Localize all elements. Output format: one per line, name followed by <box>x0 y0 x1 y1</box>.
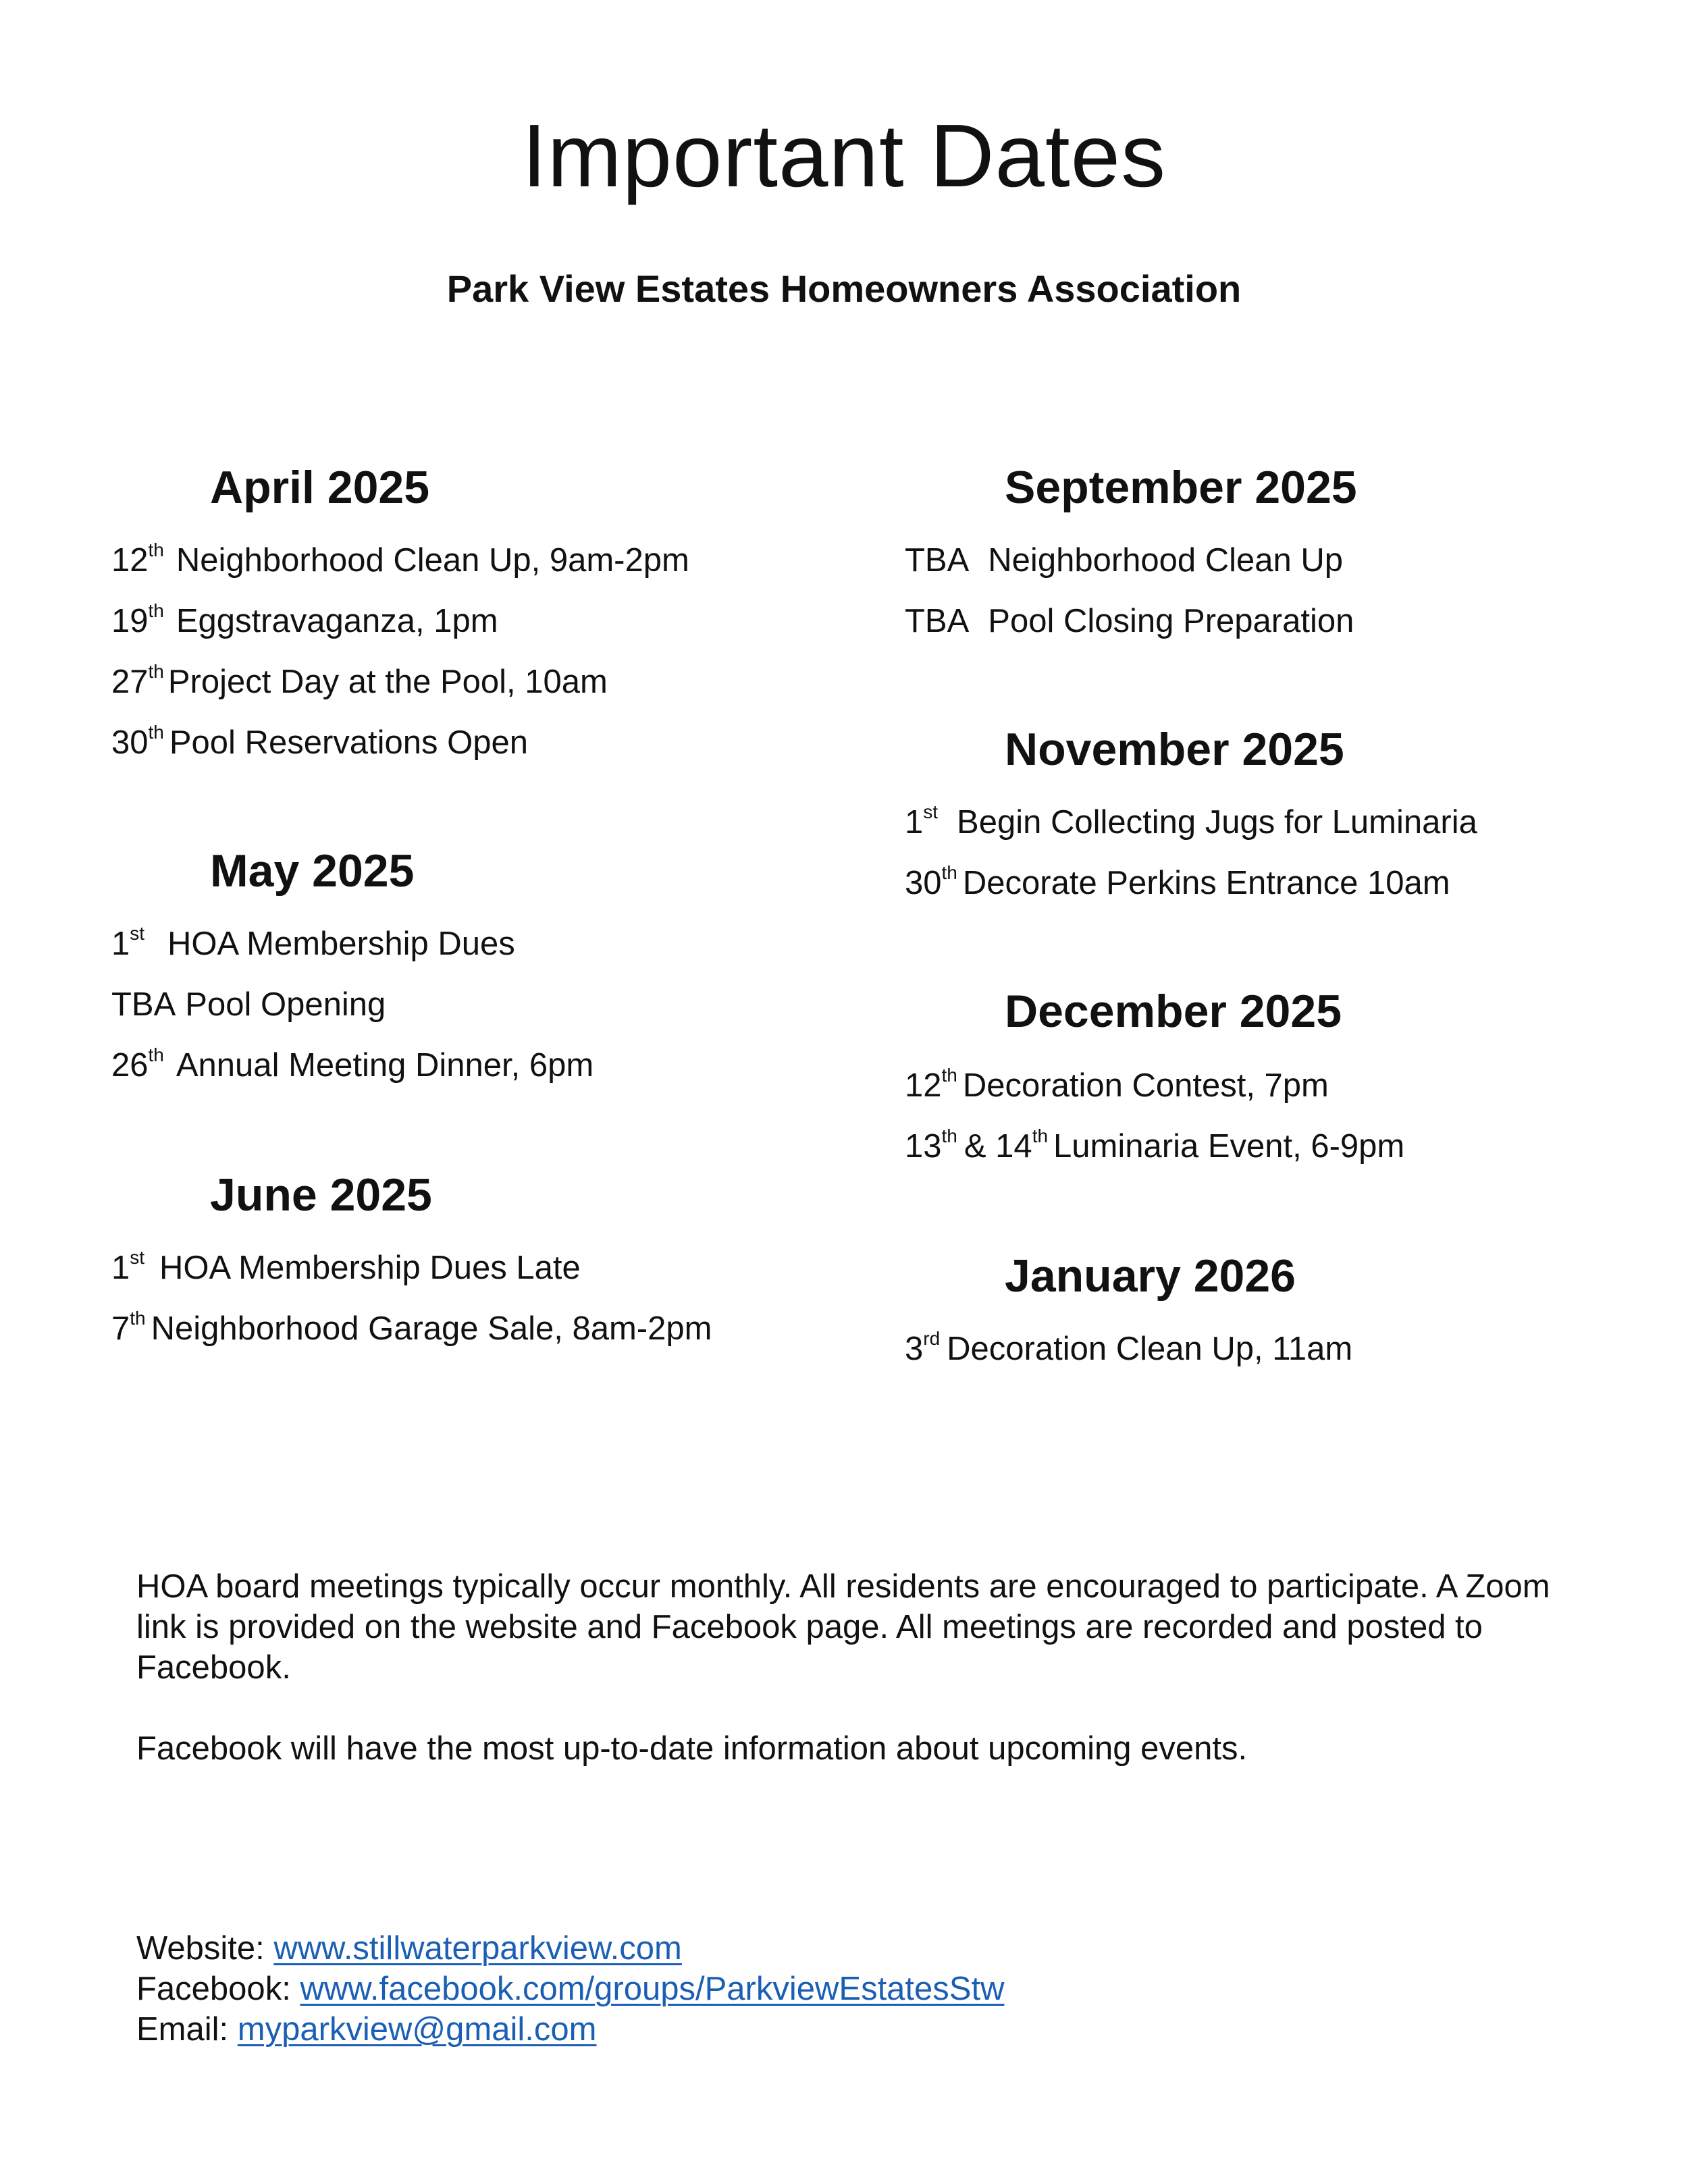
event-day-suffix: th <box>148 600 164 621</box>
event-day: 12 <box>111 542 149 579</box>
website-link[interactable]: www.stillwaterparkview.com <box>273 1930 682 1967</box>
event-text: Neighborhood Clean Up, 9am-2pm <box>176 542 689 579</box>
event-item <box>111 722 529 761</box>
event-item <box>111 1308 712 1347</box>
event-text: Eggstravaganza, 1pm <box>176 603 498 639</box>
organization-name: Park View Estates Homeowners Association <box>446 267 1242 310</box>
event-text: HOA Membership Dues Late <box>159 1250 581 1286</box>
event-day-suffix: th <box>130 1308 146 1329</box>
event-text: Neighborhood Garage Sale, 8am-2pm <box>151 1310 712 1347</box>
event-item <box>111 923 515 962</box>
event-item <box>905 801 1477 841</box>
email-link[interactable]: myparkview@gmail.com <box>237 2011 597 2048</box>
event-text: Luminaria Event, 6-9pm <box>1053 1128 1405 1165</box>
event-day-suffix: th <box>148 1044 164 1065</box>
website-label: Website: <box>136 1930 265 1967</box>
event-item <box>905 862 1450 901</box>
event-day: 27 <box>111 664 149 700</box>
event-text: Decoration Contest, 7pm <box>962 1067 1329 1104</box>
event-day-suffix: rd <box>923 1328 941 1349</box>
event-text: Decoration Clean Up, 11am <box>947 1331 1353 1367</box>
event-day-suffix: th <box>941 862 957 883</box>
event-item <box>905 605 1354 638</box>
event-day: TBA <box>111 986 176 1023</box>
event-day: 30 <box>905 865 942 901</box>
event-text: Decorate Perkins Entrance 10am <box>962 865 1450 901</box>
month-heading-september-2025: September 2025 <box>1005 462 1357 513</box>
event-day: 1 <box>111 1250 130 1286</box>
meetings-note: HOA board meetings typically occur monthly. All residents are encouraged to participate. A Zoom link is provided on the website and Facebook page. All meetings are recorded and posted to Facebook. <box>136 1568 1550 1686</box>
event-item <box>111 988 386 1021</box>
event-day-suffix: st <box>130 923 145 944</box>
event-day: 13 <box>905 1128 942 1165</box>
event-day-suffix: th <box>148 722 164 743</box>
event-item <box>905 1328 1353 1367</box>
event-text: Annual Meeting Dinner, 6pm <box>176 1047 594 1084</box>
event-text: Pool Closing Preparation <box>988 603 1354 639</box>
contact-facebook <box>136 1973 1004 2006</box>
month-heading-june-2025: June 2025 <box>210 1169 432 1221</box>
event-item <box>111 600 498 639</box>
event-day: 30 <box>111 724 149 761</box>
event-item <box>111 1247 581 1286</box>
facebook-label: Facebook: <box>136 1971 291 2007</box>
event-text: HOA Membership Dues <box>167 926 515 962</box>
event-day: 3 <box>905 1331 924 1367</box>
event-day: 1 <box>905 804 924 841</box>
event-text: Project Day at the Pool, 10am <box>167 664 608 700</box>
event-day-suffix: th <box>148 539 164 560</box>
event-day-suffix: st <box>923 801 939 822</box>
event-item <box>905 1065 1329 1104</box>
event-item <box>111 539 689 579</box>
event-day: 26 <box>111 1047 149 1084</box>
event-day: 12 <box>905 1067 942 1104</box>
month-heading-january-2026: January 2026 <box>1005 1250 1296 1302</box>
event-day: 7 <box>111 1310 130 1347</box>
event-text: Pool Opening <box>185 986 386 1023</box>
facebook-info-note: Facebook will have the most up-to-date information about upcoming events. <box>136 1730 1248 1767</box>
event-day-suffix: th <box>148 661 164 682</box>
month-heading-may-2025: May 2025 <box>210 845 415 897</box>
event-ampersand: & <box>964 1128 996 1165</box>
month-heading-april-2025: April 2025 <box>210 462 430 513</box>
contact-email <box>136 2013 596 2046</box>
event-text: Neighborhood Clean Up <box>988 542 1344 579</box>
event-day: 1 <box>111 926 130 962</box>
event-item <box>905 1125 1405 1165</box>
event-day-suffix: th <box>941 1125 957 1146</box>
event-item <box>111 1044 594 1084</box>
event-day-suffix: th <box>1032 1125 1049 1146</box>
month-heading-november-2025: November 2025 <box>1005 724 1344 775</box>
email-label: Email: <box>136 2011 229 2048</box>
event-text: Pool Reservations Open <box>169 724 529 761</box>
event-day-suffix: th <box>941 1065 957 1086</box>
event-day-suffix: st <box>130 1247 145 1268</box>
contact-website <box>136 1932 682 1965</box>
event-day: 19 <box>111 603 149 639</box>
event-item <box>905 544 1343 577</box>
page-title: Important Dates <box>521 106 1167 205</box>
facebook-link[interactable]: www.facebook.com/groups/ParkviewEstatesStw <box>300 1971 1005 2007</box>
event-item <box>111 661 608 700</box>
month-heading-december-2025: December 2025 <box>1005 986 1342 1037</box>
event-day: TBA <box>905 603 970 639</box>
event-day: 14 <box>995 1128 1032 1165</box>
event-text: Begin Collecting Jugs for Luminaria <box>957 804 1477 841</box>
event-day: TBA <box>905 542 970 579</box>
